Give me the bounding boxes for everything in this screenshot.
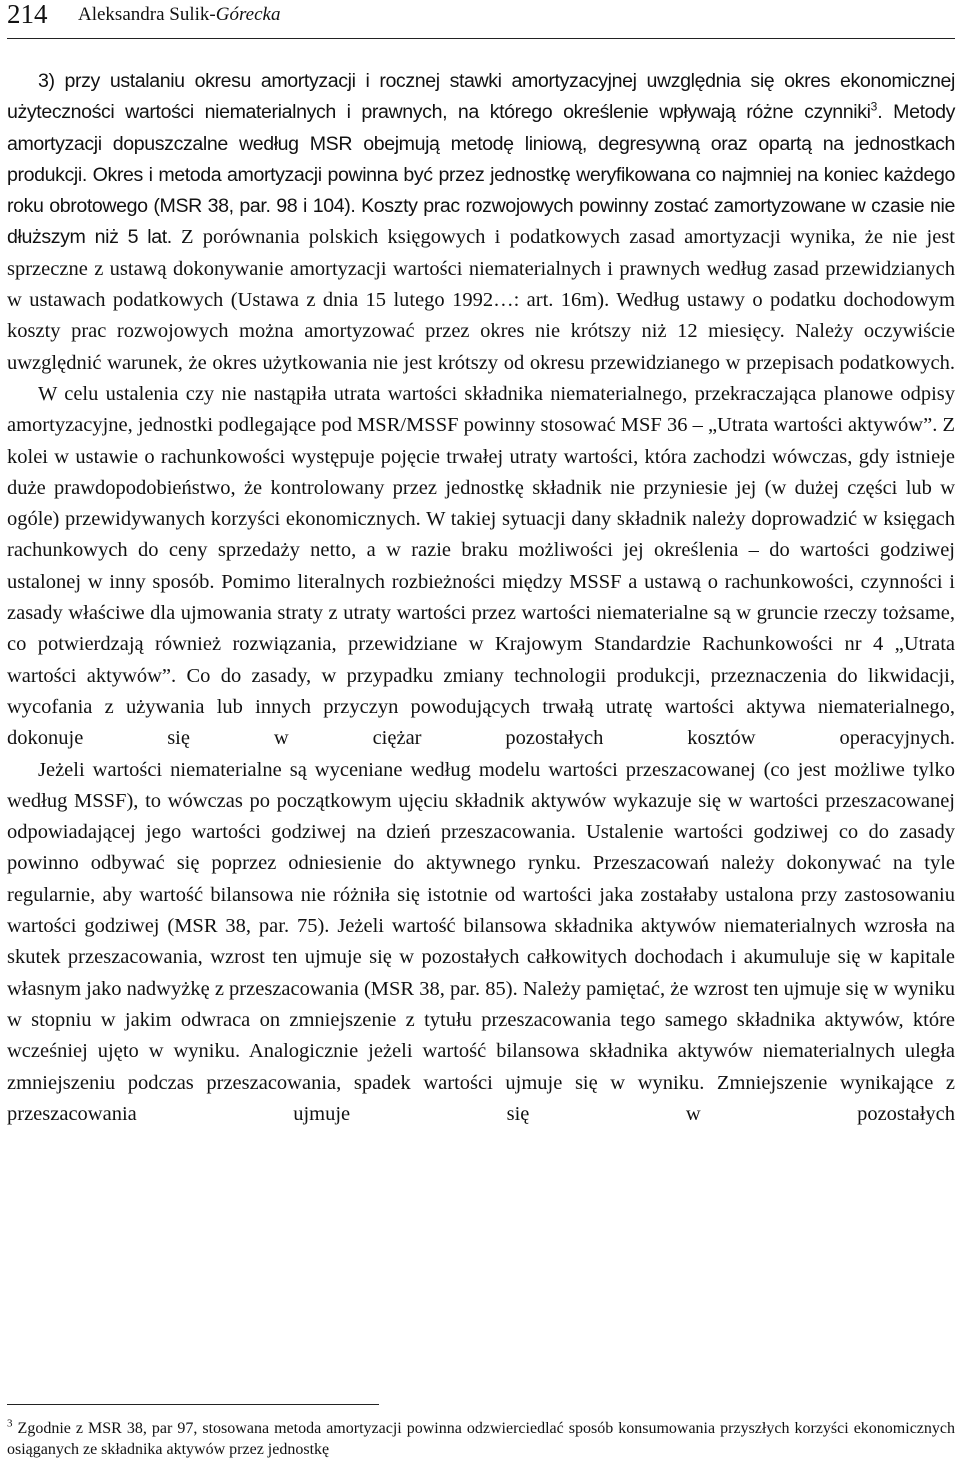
footnote (7, 1418, 955, 1460)
text-segment: Jeżeli wartości niematerialne są wyceniane według modelu wartości przeszacowanej (co jest możliwe tylko według MSSF), to wówczas po początkowym ujęciu składnik aktywów wykazuje się w wartości przeszacowanej odpowiadającej jego wartości godziwej na dzień przeszacowania. Ustalenie wartości godziwej co do zasady powinno odbywać się poprzez odniesienie do aktywnego rynku. Przeszacowań należy dokonywać na tyle regularnie, aby wartość bilansowa nie różniła się istotnie od wartości jaka zostałaby ustalona przy zastosowaniu wartości godziwej (MSR 38, par. 75). Jeżeli wartość bilansowa składnika aktywów niematerialnych wzrosła na skutek przeszacowania, wzrost ten ujmuje się w pozostałych całkowitych dochodach i akumuluje się w kapitale własnym jako nadwyżkę z przeszacowania (MSR 38, par. 85). Należy pamiętać, że wzrost ten ujmuje się w wyniku w stopniu w jakim odwraca on zmniejszenie z tytułu przeszacowania tego samego składnika aktywów, które wcześniej ujęto w wyniku. Analogicznie jeżeli wartość bilansowa składnika aktywów niematerialnych uległa zmniejszeniu podczas przeszacowania, spadek wartości ujmuje się w wyniku. Zmniejszenie wynikające z przeszacowania ujmuje się w pozostałych (7, 758, 955, 1125)
text-segment: Z porównania polskich księgowych i podatkowych zasad amortyzacji wynika, że nie jest sprzeczne z ustawą dokonywanie amortyzacji wartości niematerialnych i prawnych według zasad przewidzianych w ustawach podatkowych (Ustawa z dnia 15 lutego 1992…: art. 16m). Według ustawy o podatku dochodowym koszty prac rozwojowych można amortyzować przez okres nie krótszy niż 12 miesięcy. Należy oczywiście uwzględnić warunek, że okres użytkowania nie jest krótszy od okresu przewidzianego w przepisach podatkowych. (7, 226, 956, 374)
author-name-italic: Górecka (215, 4, 281, 25)
footnote-text: Zgodnie z MSR 38, par 97, stosowana metoda amortyzacji powinna odzwierciedlać sposób konsumowania przyszłych korzyści ekonomicznych osiąganych ze składnika aktywów przez jednostkę (7, 1420, 956, 1458)
footnote-mark: 3 (7, 1417, 13, 1430)
running-head-author (78, 4, 280, 26)
running-header (7, 0, 955, 39)
main-text (7, 66, 955, 1130)
author-name: Aleksandra Sulik- (78, 4, 216, 25)
page-number: 214 (7, 0, 48, 29)
paragraph-2 (7, 379, 955, 755)
paragraph-1 (7, 66, 955, 379)
footnote-separator (7, 1404, 379, 1405)
footnote-reference: 3 (870, 99, 878, 114)
text-segment: . Metody amortyzacji dopuszczalne według MSR obejmują metodę liniową, degresywną oraz opartą na jednostkach produkcji. Okres i metoda amortyzacji powinna być przez jednostkę weryfikowana co najmniej na koniec każdego roku obrotowego (MSR 38, par. 98 i 104). Koszty prac rozwojowych powinny zostać zamortyzowane w czasie nie dłuższym niż 5 lat. (7, 101, 955, 249)
paragraph-3 (7, 755, 955, 1131)
text-segment: W celu ustalenia czy nie nastąpiła utrata wartości składnika niematerialnego, przekraczająca planowe odpisy amortyzacyjne, jednostki podlegające pod MSR/MSSF powinny stosować MSF 36 – „Utrata wartości aktywów”. Z kolei w ustawie o rachunkowości występuje pojęcie trwałej utraty wartości, która zachodzi wówczas, gdy istnieje duże prawdopodobieństwo, że kontrolowany przez jednostkę składnik nie przyniesie jej (w dużej części lub w ogóle) przewidywanych korzyści ekonomicznych. W takiej sytuacji dany składnik należy doprowadzić w księgach rachunkowych do ceny sprzedaży netto, a w razie braku możliwości jej określenia – do wartości godziwej ustalonej w inny sposób. Pomimo literalnych rozbieżności między MSSF a ustawą o rachunkowości, czynności i zasady właściwe dla ujmowania straty z utraty wartości przez wartości niematerialne są w gruncie rzeczy tożsame, co potwierdzają również rozwiązania, przewidziane w Krajowym Standardzie Rachunkowości nr 4 „Utrata wartości aktywów”. Co do zasady, w przypadku zmiany technologii produkcji, przeznaczenia do likwidacji, wycofania z używania lub innych przyczyn powodujących trwałą utratę wartości aktywa niematerialnego, dokonuje się w ciężar pozostałych kosztów operacyjnych. (7, 382, 955, 750)
text-segment: 3) przy ustalaniu okresu amortyzacji i rocznej stawki amortyzacyjnej uwzględnia się okres ekonomicznej użyteczności wartości niematerialnych i prawnych, na którego określenie wpływają różne czynniki (7, 70, 955, 124)
